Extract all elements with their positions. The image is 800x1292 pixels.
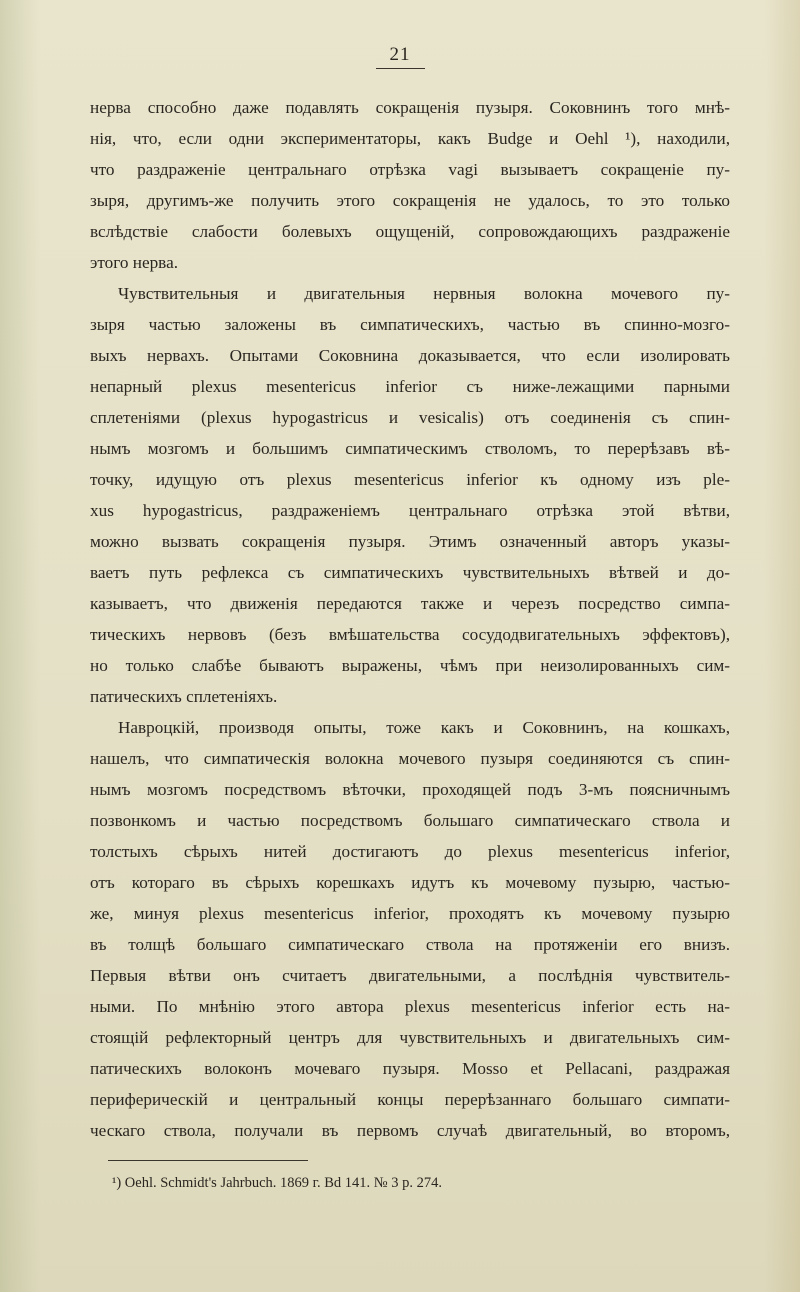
text-line: отъ котораго въ сѣрыхъ корешкахъ идутъ къ мочевому пузырю, частью- xyxy=(90,873,730,892)
text-line: же, минуя plexus mesentericus inferior, проходятъ къ мочевому пузырю xyxy=(90,904,730,923)
text-line: сплетеніями (plexus hypogastricus и vesicalis) отъ соединенія съ спин- xyxy=(90,408,730,427)
text-line: въ толщѣ большаго симпатическаго ствола на протяженіи его внизъ. xyxy=(90,935,730,954)
page-text-body xyxy=(90,92,730,1146)
page-number: 21 xyxy=(0,44,800,69)
footnote-divider xyxy=(108,1160,308,1161)
text-line: зыря частью заложены въ симпатическихъ, частью въ спинно-мозго- xyxy=(90,315,730,334)
text-line: нерва способно даже подавлять сокращенія пузыря. Соковнинъ того мнѣ- xyxy=(90,98,730,117)
text-line: но только слабѣе бываютъ выражены, чѣмъ при неизолированныхъ сим- xyxy=(90,656,730,675)
text-line: Чувствительныя и двигательныя нервныя волокна мочевого пу- xyxy=(118,284,730,303)
text-line: выхъ нервахъ. Опытами Соковнина доказывается, что если изолировать xyxy=(90,346,730,365)
text-line: ными. По мнѣнію этого автора plexus mesentericus inferior есть на- xyxy=(90,997,730,1016)
text-line: казываетъ, что движенія передаются также и черезъ посредство симпа- xyxy=(90,594,730,613)
text-line: тическихъ нервовъ (безъ вмѣшательства сосудодвигательныхъ эффектовъ), xyxy=(90,625,730,644)
text-line: патическихъ сплетеніяхъ. xyxy=(90,687,278,706)
text-line: патическихъ волоконъ мочеваго пузыря. Mosso et Pellacani, раздражая xyxy=(90,1059,730,1078)
text-line: толстыхъ сѣрыхъ нитей достигаютъ до plexus mesentericus inferior, xyxy=(90,842,730,861)
text-line: Навроцкій, производя опыты, тоже какъ и Соковнинъ, на кошкахъ, xyxy=(118,718,730,737)
text-line: непарный plexus mesentericus inferior съ ниже-лежащими парными xyxy=(90,377,730,396)
text-line: xus hypogastricus, раздраженіемъ центральнаго отрѣзка этой вѣтви, xyxy=(90,501,730,520)
footnote: ¹) Oehl. Schmidt's Jahrbuch. 1869 г. Bd 141. № 3 p. 274. xyxy=(112,1175,442,1191)
text-line: можно вызвать сокращенія пузыря. Этимъ означенный авторъ указы- xyxy=(90,532,730,551)
text-line: позвонкомъ и частью посредствомъ большаго симпатическаго ствола и xyxy=(90,811,730,830)
text-line: ваетъ путь рефлекса съ симпатическихъ чувствительныхъ вѣтвей и до- xyxy=(90,563,730,582)
text-line: вслѣдствіе слабости болевыхъ ощущеній, сопровождающихъ раздраженіе xyxy=(90,222,730,241)
text-line: нымъ мозгомъ и большимъ симпатическимъ стволомъ, то перерѣзавъ вѣ- xyxy=(90,439,730,458)
text-line: периферическій и центральный концы перерѣзаннаго большаго симпати- xyxy=(90,1090,730,1109)
text-line: нія, что, если одни экспериментаторы, какъ Budge и Oehl ¹), находили, xyxy=(90,129,730,148)
text-line: этого нерва. xyxy=(90,253,179,272)
text-line: зыря, другимъ-же получить этого сокращенія не удалось, то это только xyxy=(90,191,730,210)
text-line: ческаго ствола, получали въ первомъ случаѣ двигательный, во второмъ, xyxy=(90,1121,730,1140)
text-line: нымъ мозгомъ посредствомъ вѣточки, проходящей подъ 3-мъ поясничнымъ xyxy=(90,780,730,799)
text-line: точку, идущую отъ plexus mesentericus inferior къ одному изъ ple- xyxy=(90,470,730,489)
text-line: что раздраженіе центральнаго отрѣзка vagi вызываетъ сокращеніе пу- xyxy=(90,160,730,179)
text-line: стоящій рефлекторный центръ для чувствительныхъ и двигательныхъ сим- xyxy=(90,1028,730,1047)
text-line: Первыя вѣтви онъ считаетъ двигательными, а послѣднія чувствитель- xyxy=(90,966,730,985)
text-line: нашелъ, что симпатическія волокна мочевого пузыря соединяются съ спин- xyxy=(90,749,730,768)
